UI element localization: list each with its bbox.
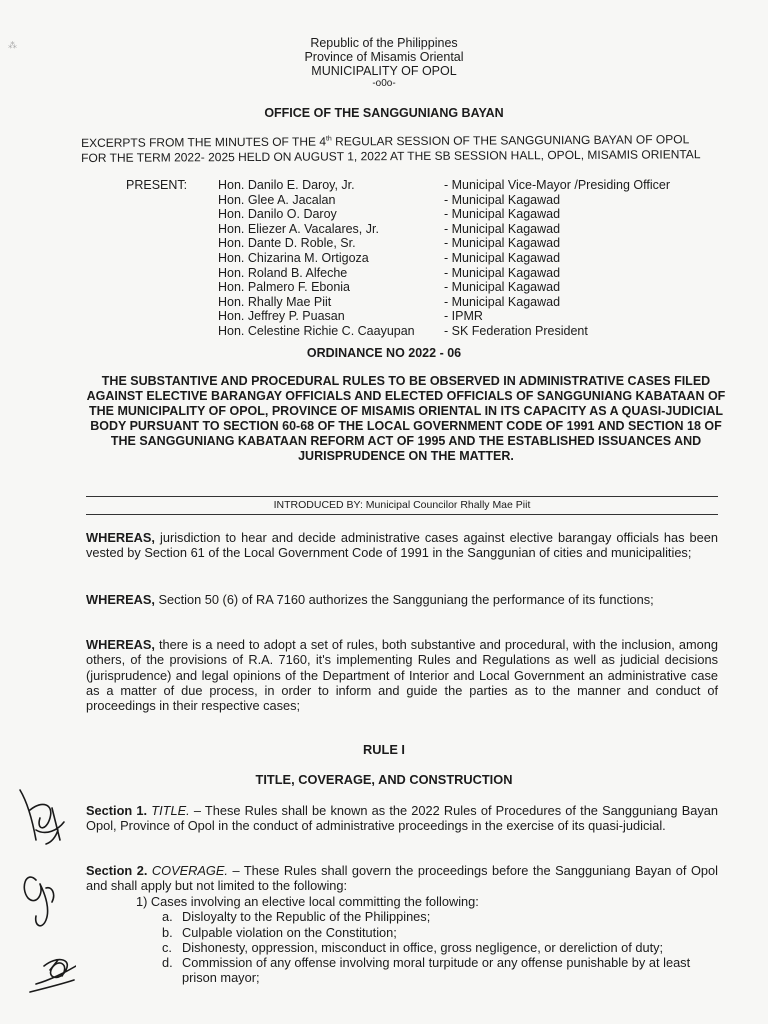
section-2-text: – These Rules shall govern the proceedings before the Sangguniang Bayan of Opol and shall apply but not limited to the following: [86,863,718,894]
municipality-line: MUNICIPALITY OF OPOL [311,64,457,78]
rule-title: TITLE, COVERAGE, AND CONSTRUCTION [255,772,513,787]
office-title: OFFICE OF THE SANGGUNIANG BAYAN [264,106,504,120]
subitem-text: Disloyalty to the Republic of the Philippines; [182,909,431,925]
whereas-lead: WHEREAS, [86,592,155,607]
member-name: Hon. Rhally Mae Piit [218,294,332,309]
member-role: - Municipal Kagawad [444,294,561,309]
member-name: Hon. Glee A. Jacalan [218,192,336,207]
member-role: - Municipal Kagawad [444,265,561,280]
whereas-lead: WHEREAS, [86,530,155,545]
member-role: - Municipal Kagawad [444,207,561,222]
section-1 [86,803,718,834]
coverage-subitem [86,940,718,955]
separator-line: -o0o- [372,78,396,89]
coverage-subitem [86,909,718,924]
whereas-clause [86,530,718,561]
subitem-letter: d. [162,955,173,971]
subitem-letter: c. [162,939,172,955]
ordinance-title: THE SUBSTANTIVE AND PROCEDURAL RULES TO BE OBSERVED IN ADMINISTRATIVE CASES FILED AGAINST ELECTIVE BARANGAY OFFICIALS AND ELECTED OFFICIALS OF SANGGUNIANG KABATAAN OF THE MUNICIPALITY OF OPOL, PROVINCE OF MISAMIS ORIENTAL IN ITS CAPACITY AS A QUASI-JUDICIAL BODY PURSUANT TO SECTION 60-68 OF THE LOCAL GOVERNMENT CODE OF 1991 AND SECTION 18 OF THE SANGGUNIANG KABATAAN REFORM ACT OF 1995 AND THE ESTABLISHED ISSUANCES AND JURISPRUDENCE ON THE MATTER. [86,374,726,463]
member-role: - SK Federation President [444,323,588,338]
member-name: Hon. Chizarina M. Ortigoza [218,250,369,265]
member-name: Hon. Palmero F. Ebonia [218,280,351,295]
subitem-letter: b. [162,924,173,940]
member-role: - Municipal Kagawad [444,192,561,207]
section-1-text: – These Rules shall be known as the 2022 Rules of Procedures of the Sangguniang Bayan Opol, Province of Opol in the conduct of administrative proceedings in the exercise of its quasi-judicial. [86,803,718,834]
excerpt-ordinal-sup: th [325,135,332,143]
introduced-by: INTRODUCED BY: Municipal Councilor Rhally Mae Piit [273,499,531,511]
subitem-text: Dishonesty, oppression, misconduct in office, gross negligence, or dereliction of duty; [182,939,664,955]
rule-number: RULE I [363,742,405,757]
republic-line: Republic of the Philippines [310,36,458,50]
margin-signatures [6,770,76,1020]
whereas-clause [86,592,718,607]
member-name: Hon. Danilo E. Daroy, Jr. [218,178,355,192]
initial-signature-1 [20,790,64,844]
coverage-subitem [86,955,718,986]
divider-bottom [86,514,718,515]
member-role: - Municipal Kagawad [444,250,561,265]
divider-top [86,496,718,497]
member-role: - Municipal Kagawad [444,221,561,236]
member-role: - Municipal Kagawad [444,280,561,295]
whereas-lead: WHEREAS, [86,637,155,652]
section-1-lead: Section 1. [86,803,148,818]
member-name: Hon. Jeffrey P. Puasan [218,309,345,324]
section-2-lead: Section 2. [86,863,148,878]
member-roles [444,178,744,339]
section-2 [86,863,718,894]
member-name: Hon. Celestine Richie C. Caayupan [218,323,415,338]
excerpt-part1: EXCERPTS FROM THE MINUTES OF THE 4 [81,134,327,150]
member-role: - Municipal Vice-Mayor /Presiding Officer [444,178,671,192]
subitem-text: Culpable violation on the Constitution; [182,924,397,940]
member-names [218,178,448,339]
whereas-clause [86,637,718,713]
section-1-label: TITLE. [151,803,190,818]
initial-signature-2 [24,877,53,926]
province-line: Province of Misamis Oriental [304,50,464,64]
whereas-text: jurisdiction to hear and decide administrative cases against elective barangay officials has been vested by Section 61 of the Local Government Code of 1991 in the Sanggunian of cities and municipalities; [86,530,718,561]
member-role: - IPMR [444,309,483,324]
whereas-text: there is a need to adopt a set of rules, both substantive and procedural, with the inclusion, among others, of the provisions of R.A. 7160, it's implementing Rules and Regulations as well as judicial decisions (jurisprudence) and legal opinions of the Department of Interior and Local Government an administrative case as a matter of due process, in order to inform and guide the parties as to the manner and conduct of proceedings in their respective cases; [86,637,718,714]
ordinance-number: ORDINANCE NO 2022 - 06 [306,346,462,360]
letterhead [0,36,768,90]
whereas-text: Section 50 (6) of RA 7160 authorizes the Sangguniang the performance of its functions; [154,592,654,607]
coverage-list [86,894,718,986]
member-name: Hon. Danilo O. Daroy [218,207,337,222]
member-name: Hon. Dante D. Roble, Sr. [218,236,356,251]
scan-speck-mark: ⁂ [8,40,17,50]
coverage-subitem [86,925,718,940]
member-role: - Municipal Kagawad [444,236,561,251]
member-name: Hon. Roland B. Alfeche [218,265,348,280]
excerpt-part2: REGULAR SESSION OF THE SANGGUNIANG BAYAN OF OPOL FOR THE TERM 2022- 2025 HELD ON AUGUST 1, 2022 AT THE SB SESSION HALL, OPOL, MISAMIS ORIENTAL [81,132,701,165]
minutes-excerpt [81,129,711,166]
section-2-label: COVERAGE. [151,863,228,878]
member-name: Hon. Eliezer A. Vacalares, Jr. [218,221,379,236]
subitem-text: Commission of any offense involving moral turpitude or any offense punishable by at least prison mayor; [182,955,691,986]
subitem-letter: a. [162,909,173,925]
present-label: PRESENT: [126,178,188,192]
initial-signature-3 [30,960,76,992]
coverage-item-1: 1) Cases involving an elective local committing the following: [136,894,479,909]
